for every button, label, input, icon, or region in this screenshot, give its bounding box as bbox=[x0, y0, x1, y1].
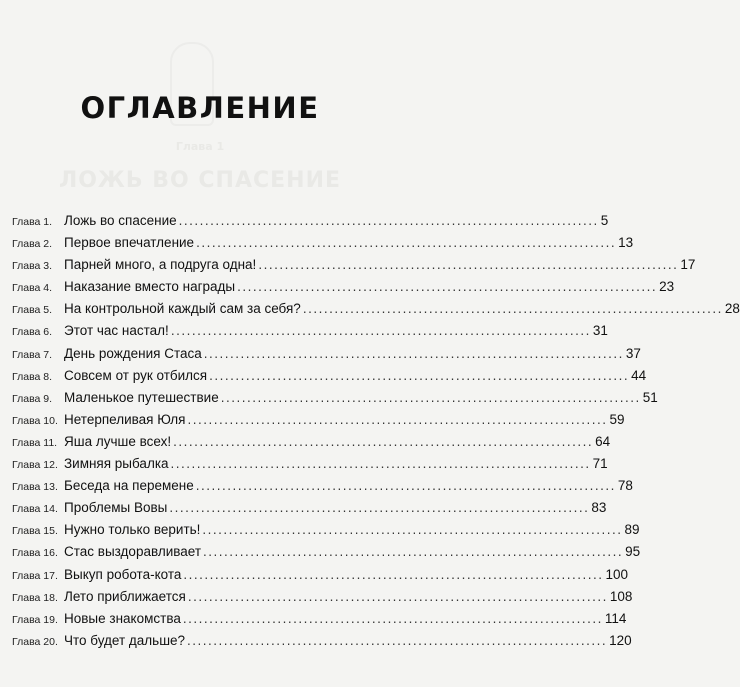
table-of-contents bbox=[12, 213, 740, 655]
chapter-title: Проблемы Вовы bbox=[64, 500, 168, 516]
chapter-title: Лето приближается bbox=[64, 588, 186, 604]
dot-leader: ................................................................................ bbox=[169, 500, 590, 516]
dot-leader: ................................................................................ bbox=[195, 478, 616, 494]
chapter-title: Нужно только верить! bbox=[64, 522, 201, 538]
show-through-chapter: Глава 1 bbox=[175, 140, 225, 153]
chapter-label: Глава 1. bbox=[12, 216, 53, 228]
chapter-page: 120 bbox=[609, 632, 632, 648]
chapter-label: Глава 17. bbox=[12, 569, 58, 582]
dot-leader: ................................................................................ bbox=[209, 367, 630, 383]
dot-leader: ................................................................................ bbox=[170, 323, 591, 339]
dot-leader: ................................................................................ bbox=[173, 433, 594, 449]
chapter-label: Глава 18. bbox=[12, 591, 58, 604]
show-through-title: ЛОЖЬ ВО СПАСЕНИЕ bbox=[58, 168, 342, 193]
toc-row bbox=[12, 389, 658, 412]
chapter-page: 95 bbox=[625, 544, 641, 560]
dot-leader: ................................................................................ bbox=[187, 632, 608, 648]
toc-row bbox=[12, 345, 641, 368]
chapter-page: 78 bbox=[617, 478, 633, 494]
chapter-label: Глава 10. bbox=[12, 414, 58, 427]
chapter-title: Что будет дальше? bbox=[64, 632, 186, 648]
dot-leader: ................................................................................ bbox=[187, 411, 608, 427]
chapter-title: Парней много, а подруга одна! bbox=[64, 257, 257, 273]
dot-leader: ................................................................................ bbox=[237, 279, 658, 295]
chapter-label: Глава 4. bbox=[12, 282, 53, 295]
chapter-label: Глава 6. bbox=[12, 326, 53, 339]
toc-row bbox=[12, 500, 607, 522]
chapter-page: 13 bbox=[618, 235, 634, 251]
toc-row bbox=[12, 213, 609, 235]
dot-leader: ................................................................................ bbox=[196, 235, 617, 251]
toc-row bbox=[12, 566, 628, 589]
dot-leader: ................................................................................ bbox=[258, 257, 679, 273]
dot-leader: ................................................................................ bbox=[220, 389, 641, 405]
chapter-label: Глава 16. bbox=[12, 547, 58, 560]
chapter-page: 23 bbox=[659, 279, 675, 295]
toc-row bbox=[12, 588, 633, 611]
chapter-title: Маленькое путешествие bbox=[64, 389, 219, 405]
chapter-label: Глава 15. bbox=[12, 525, 58, 538]
chapter-title: На контрольной каждый сам за себя? bbox=[64, 301, 301, 317]
chapter-title: Зимняя рыбалка bbox=[64, 456, 169, 472]
dot-leader: ................................................................................ bbox=[178, 213, 599, 228]
chapter-page: 51 bbox=[642, 389, 658, 405]
toc-row bbox=[12, 610, 627, 633]
page-title: ОГЛАВЛЕНИЕ bbox=[80, 91, 320, 126]
toc-row bbox=[12, 456, 608, 478]
toc-row bbox=[12, 411, 625, 434]
chapter-page: 28 bbox=[724, 301, 740, 317]
chapter-page: 17 bbox=[680, 257, 696, 273]
chapter-title: Новые знакомства bbox=[64, 610, 181, 626]
dot-leader: ................................................................................ bbox=[183, 566, 604, 582]
chapter-page: 71 bbox=[592, 456, 608, 472]
chapter-title: Наказание вместо награды bbox=[64, 279, 236, 295]
toc-row bbox=[12, 632, 632, 655]
chapter-page: 59 bbox=[609, 411, 625, 427]
chapter-label: Глава 9. bbox=[12, 392, 53, 405]
toc-row bbox=[12, 323, 608, 345]
chapter-label: Глава 13. bbox=[12, 481, 58, 494]
chapter-page: 100 bbox=[605, 566, 628, 582]
chapter-title: Совсем от рук отбился bbox=[64, 367, 208, 383]
chapter-page: 44 bbox=[631, 367, 647, 383]
chapter-label: Глава 11. bbox=[12, 436, 58, 449]
chapter-label: Глава 8. bbox=[12, 370, 53, 383]
chapter-label: Глава 2. bbox=[12, 238, 53, 251]
chapter-title: Ложь во спасение bbox=[64, 213, 177, 228]
toc-row bbox=[12, 522, 640, 544]
toc-row bbox=[12, 235, 634, 257]
chapter-title: Беседа на перемене bbox=[64, 478, 194, 494]
chapter-title: Этот час настал! bbox=[64, 323, 169, 339]
toc-row bbox=[12, 367, 647, 390]
chapter-page: 108 bbox=[609, 588, 633, 604]
chapter-page: 114 bbox=[604, 610, 627, 626]
toc-row bbox=[12, 478, 633, 500]
chapter-page: 31 bbox=[592, 323, 608, 339]
toc-row bbox=[12, 301, 740, 323]
toc-row bbox=[12, 433, 611, 456]
chapter-label: Глава 20. bbox=[12, 635, 58, 648]
chapter-page: 64 bbox=[595, 433, 611, 449]
toc-row bbox=[12, 279, 675, 301]
dot-leader: ................................................................................ bbox=[187, 588, 608, 604]
chapter-title: Выкуп робота-кота bbox=[64, 566, 182, 582]
chapter-label: Глава 5. bbox=[12, 304, 53, 317]
toc-row bbox=[12, 257, 696, 279]
chapter-title: Стас выздоравливает bbox=[64, 544, 202, 560]
chapter-label: Глава 19. bbox=[12, 613, 58, 626]
dot-leader: ................................................................................ bbox=[170, 456, 591, 472]
dot-leader: ................................................................................ bbox=[182, 610, 603, 626]
chapter-page: 83 bbox=[591, 500, 607, 516]
dot-leader: ................................................................................ bbox=[203, 544, 624, 560]
chapter-title: Нетерпеливая Юля bbox=[64, 411, 186, 427]
chapter-label: Глава 14. bbox=[12, 503, 58, 516]
toc-row bbox=[12, 544, 641, 566]
chapter-page: 37 bbox=[625, 345, 641, 361]
dot-leader: ................................................................................ bbox=[202, 522, 623, 538]
dot-leader: ................................................................................ bbox=[203, 345, 624, 361]
chapter-page: 5 bbox=[600, 213, 609, 228]
chapter-title: Первое впечатление bbox=[64, 235, 195, 251]
chapter-label: Глава 7. bbox=[12, 348, 53, 361]
chapter-page: 89 bbox=[624, 522, 640, 538]
chapter-title: Яша лучше всех! bbox=[64, 433, 172, 449]
chapter-title: День рождения Стаса bbox=[64, 345, 202, 361]
chapter-label: Глава 3. bbox=[12, 260, 53, 273]
dot-leader: ................................................................................ bbox=[302, 301, 723, 317]
chapter-label: Глава 12. bbox=[12, 459, 58, 472]
